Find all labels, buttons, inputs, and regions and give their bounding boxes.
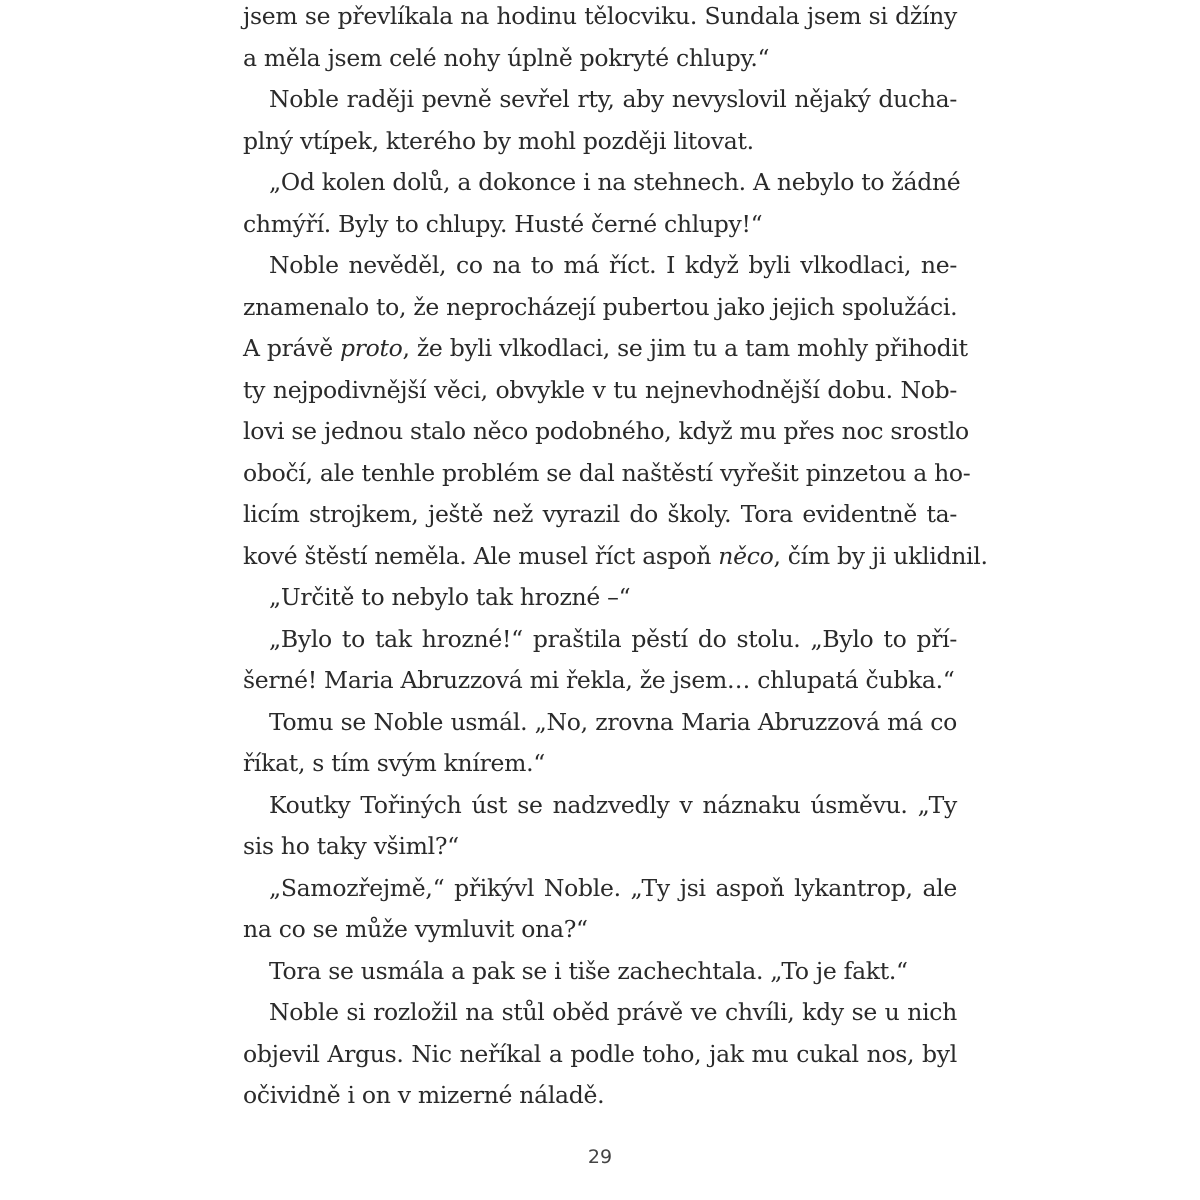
text-line: Noble nevěděl, co na to má říct. I když byli vlkodlaci, ne- [269, 251, 957, 279]
text-line: kové štěstí neměla. Ale musel říct aspoň něco, čím by ji uklidnil. [243, 541, 988, 570]
text-line: znamenalo to, že neprocházejí pubertou jako jejich spolužáci. [243, 292, 958, 321]
text-line: ty nejpodivnější věci, obvykle v tu nejnevhodnější dobu. Nob- [243, 375, 957, 404]
text-line: Koutky Tořiných úst se nadzvedly v náznaku úsměvu. „Ty [269, 790, 957, 819]
text-line: říkat, s tím svým knírem.“ [243, 749, 545, 777]
text-line: očividně i on v mizerné náladě. [243, 1081, 605, 1109]
text-line: lovi se jednou stalo něco podobného, když mu přes noc srostlo [243, 417, 969, 445]
text-line: chmýří. Byly to chlupy. Husté černé chlupy!“ [243, 209, 763, 238]
text-line: a měla jsem celé nohy úplně pokryté chlupy.“ [243, 43, 770, 72]
text-line: Tomu se Noble usmál. „No, zrovna Maria Abruzzová má co [269, 707, 957, 736]
text-line: Noble raději pevně sevřel rty, aby nevyslovil nějaký ducha- [269, 85, 957, 113]
text-line: objevil Argus. Nic neříkal a podle toho, jak mu cukal nos, byl [243, 1039, 957, 1068]
page-number: 29 [587, 1146, 613, 1168]
text-line: na co se může vymluvit ona?“ [243, 915, 588, 943]
text-line: sis ho taky všiml?“ [243, 832, 459, 860]
body-text [243, 0, 988, 1117]
text-line: plný vtípek, kterého by mohl později litovat. [243, 126, 754, 155]
text-line: šerné! Maria Abruzzová mi řekla, že jsem… chlupatá čubka.“ [243, 666, 955, 694]
text-line: „Od kolen dolů, a dokonce i na stehnech. A nebylo to žádné [269, 168, 961, 196]
text-line: Tora se usmála a pak se i tiše zachechtala. „To je fakt.“ [269, 956, 908, 985]
text-line: Noble si rozložil na stůl oběd právě ve chvíli, kdy se u nich [269, 998, 957, 1026]
text-line: jsem se převlíkala na hodinu tělocviku. Sundala jsem si džíny [243, 2, 957, 30]
text-line: licím strojkem, ještě než vyrazil do školy. Tora evidentně ta- [243, 500, 957, 528]
text-line: „Bylo to tak hrozné!“ praštila pěstí do stolu. „Bylo to pří- [269, 624, 957, 653]
text-line: „Samozřejmě,“ přikývl Noble. „Ty jsi aspoň lykantrop, ale [269, 873, 957, 902]
text-line: obočí, ale tenhle problém se dal naštěstí vyřešit pinzetou a ho- [243, 458, 971, 487]
text-line: A právě proto, že byli vlkodlaci, se jim tu a tam mohly přihodit [243, 334, 968, 362]
text-line: „Určitě to nebylo tak hrozné –“ [269, 583, 631, 611]
